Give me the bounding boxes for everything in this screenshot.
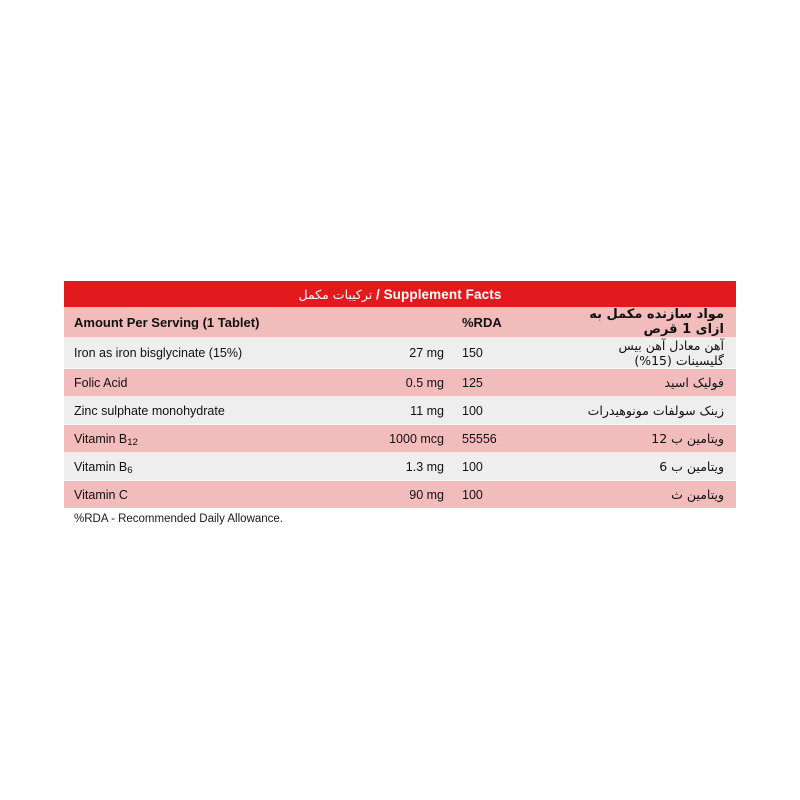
- column-header-amount-spacer: [344, 307, 458, 338]
- label-header-bar: [64, 281, 736, 307]
- row-name-fa: ویتامین ث: [572, 481, 736, 509]
- table-row: [64, 397, 736, 425]
- supplement-facts-table: [64, 307, 736, 508]
- label-header-title: [299, 287, 502, 302]
- header-title-separator: /: [376, 286, 380, 302]
- row-name-en: Vitamin B: [74, 431, 128, 446]
- row-rda: 100: [458, 481, 572, 509]
- row-amount: 11 mg: [344, 397, 458, 425]
- row-name-en-wrap: [64, 425, 344, 453]
- row-name-subscript: 12: [127, 436, 138, 448]
- table-row: [64, 425, 736, 453]
- row-name-en-wrap: [64, 453, 344, 481]
- row-amount: 0.5 mg: [344, 369, 458, 397]
- row-name-fa: ویتامین ب 12: [572, 425, 736, 453]
- column-header-ingredients-farsi: مواد سازنده مکمل به ازای 1 قرص: [572, 307, 736, 338]
- row-name-fa: آهن معادل آهن بیس گلیسینات (15%): [572, 338, 736, 369]
- header-title-english: Supplement Facts: [383, 286, 502, 302]
- row-rda: 55556: [458, 425, 572, 453]
- row-amount: 27 mg: [344, 338, 458, 369]
- row-amount: 90 mg: [344, 481, 458, 509]
- column-header-rda: %RDA: [458, 307, 572, 338]
- header-title-farsi: ترکیبات مکمل: [298, 286, 373, 302]
- label-footnote: %RDA - Recommended Daily Allowance.: [64, 508, 736, 530]
- row-rda: 100: [458, 453, 572, 481]
- table-header-row: [64, 307, 736, 338]
- row-amount: 1000 mcg: [344, 425, 458, 453]
- row-name-fa: فولیک اسید: [572, 369, 736, 397]
- table-row: [64, 338, 736, 369]
- row-amount: 1.3 mg: [344, 453, 458, 481]
- column-header-amount-per-serving: Amount Per Serving (1 Tablet): [64, 307, 344, 338]
- row-name-fa: زینک سولفات مونوهیدرات: [572, 397, 736, 425]
- row-name-en: Folic Acid: [64, 369, 344, 397]
- row-rda: 125: [458, 369, 572, 397]
- table-row: [64, 453, 736, 481]
- row-rda: 100: [458, 397, 572, 425]
- row-rda: 150: [458, 338, 572, 369]
- row-name-fa: ویتامین ب 6: [572, 453, 736, 481]
- row-name-en: Iron as iron bisglycinate (15%): [64, 338, 344, 369]
- row-name-en: Zinc sulphate monohydrate: [64, 397, 344, 425]
- table-row: [64, 369, 736, 397]
- row-name-en: Vitamin B: [74, 459, 128, 474]
- row-name-en: Vitamin C: [64, 481, 344, 509]
- table-row: [64, 481, 736, 509]
- supplement-facts-label: [64, 281, 736, 524]
- row-name-subscript: 6: [127, 464, 133, 476]
